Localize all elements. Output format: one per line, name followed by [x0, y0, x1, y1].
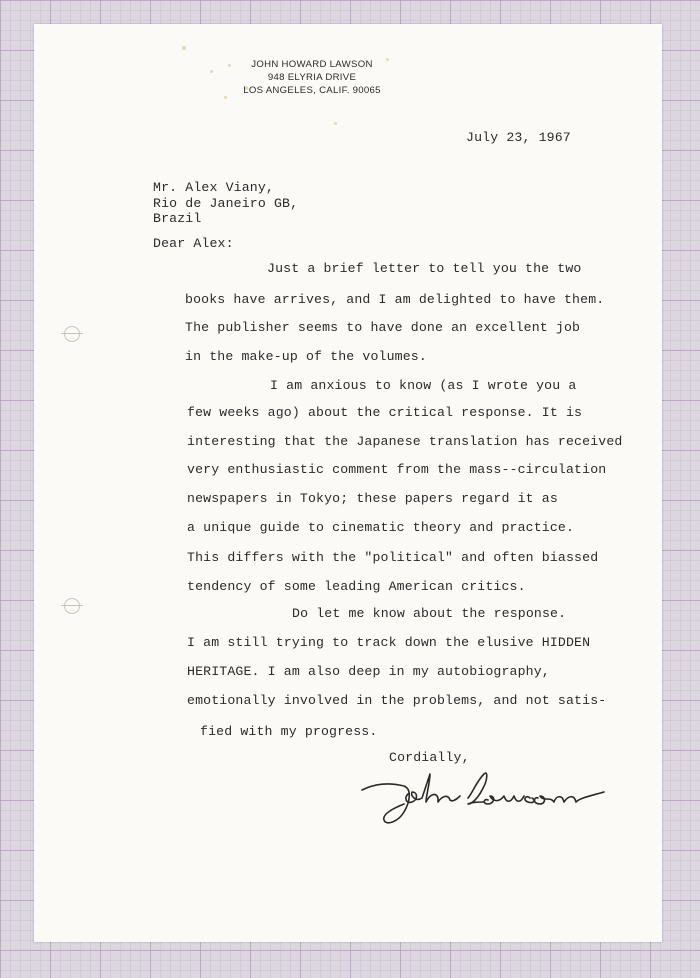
- handwritten-signature: [360, 768, 608, 828]
- punch-hole-mark: [64, 326, 80, 342]
- signature-stroke: [406, 774, 460, 802]
- body-line: fied with my progress.: [200, 724, 378, 739]
- body-line: few weeks ago) about the critical response. It is: [187, 405, 583, 420]
- closing: Cordially,: [389, 750, 470, 765]
- letterhead-name: JOHN HOWARD LAWSON: [251, 59, 373, 70]
- body-line: Just a brief letter to tell you the two: [267, 261, 582, 276]
- signature-stroke: [525, 797, 534, 803]
- letterhead-city: LOS ANGELES, CALIF. 90065: [243, 85, 381, 96]
- body-line: newspapers in Tokyo; these papers regard it as: [187, 491, 558, 506]
- punch-hole-mark: [64, 598, 80, 614]
- body-line: tendency of some leading American critics.: [187, 579, 526, 594]
- recipient-line-1: Mr. Alex Viany,: [153, 180, 274, 195]
- body-line: a unique guide to cinematic theory and practice.: [187, 520, 575, 535]
- body-line: I am still trying to track down the elusive HIDDEN: [187, 635, 591, 650]
- foxing-spot: [228, 64, 231, 67]
- body-line: books have arrives, and I am delighted to have them.: [185, 292, 605, 307]
- recipient-line-3: Brazil: [153, 211, 202, 226]
- signature-stroke: [468, 773, 487, 804]
- body-line: very enthusiastic comment from the mass--circulation: [187, 462, 607, 477]
- body-line: The publisher seems to have done an excellent job: [185, 320, 581, 335]
- foxing-spot: [210, 70, 213, 73]
- body-line: emotionally involved in the problems, and not satis-: [187, 693, 607, 708]
- recipient-line-2: Rio de Janeiro GB,: [153, 196, 299, 211]
- body-line: I am anxious to know (as I wrote you a: [270, 378, 577, 393]
- signature-stroke: [484, 796, 524, 804]
- letterhead-street: 948 ELYRIA DRIVE: [267, 72, 357, 83]
- body-line: This differs with the "political" and often biassed: [187, 550, 599, 565]
- signature-stroke: [362, 784, 409, 823]
- letter-date: July 23, 1967: [466, 130, 571, 145]
- body-line: HERITAGE. I am also deep in my autobiography,: [187, 664, 550, 679]
- foxing-spot: [224, 96, 227, 99]
- foxing-spot: [182, 46, 186, 50]
- letterhead: [232, 58, 392, 97]
- foxing-spot: [334, 122, 337, 125]
- salutation: Dear Alex:: [153, 236, 234, 251]
- body-line: Do let me know about the response.: [292, 606, 567, 621]
- body-line: interesting that the Japanese translation has received: [187, 434, 623, 449]
- signature-stroke: [535, 792, 605, 804]
- body-line: in the make-up of the volumes.: [185, 349, 427, 364]
